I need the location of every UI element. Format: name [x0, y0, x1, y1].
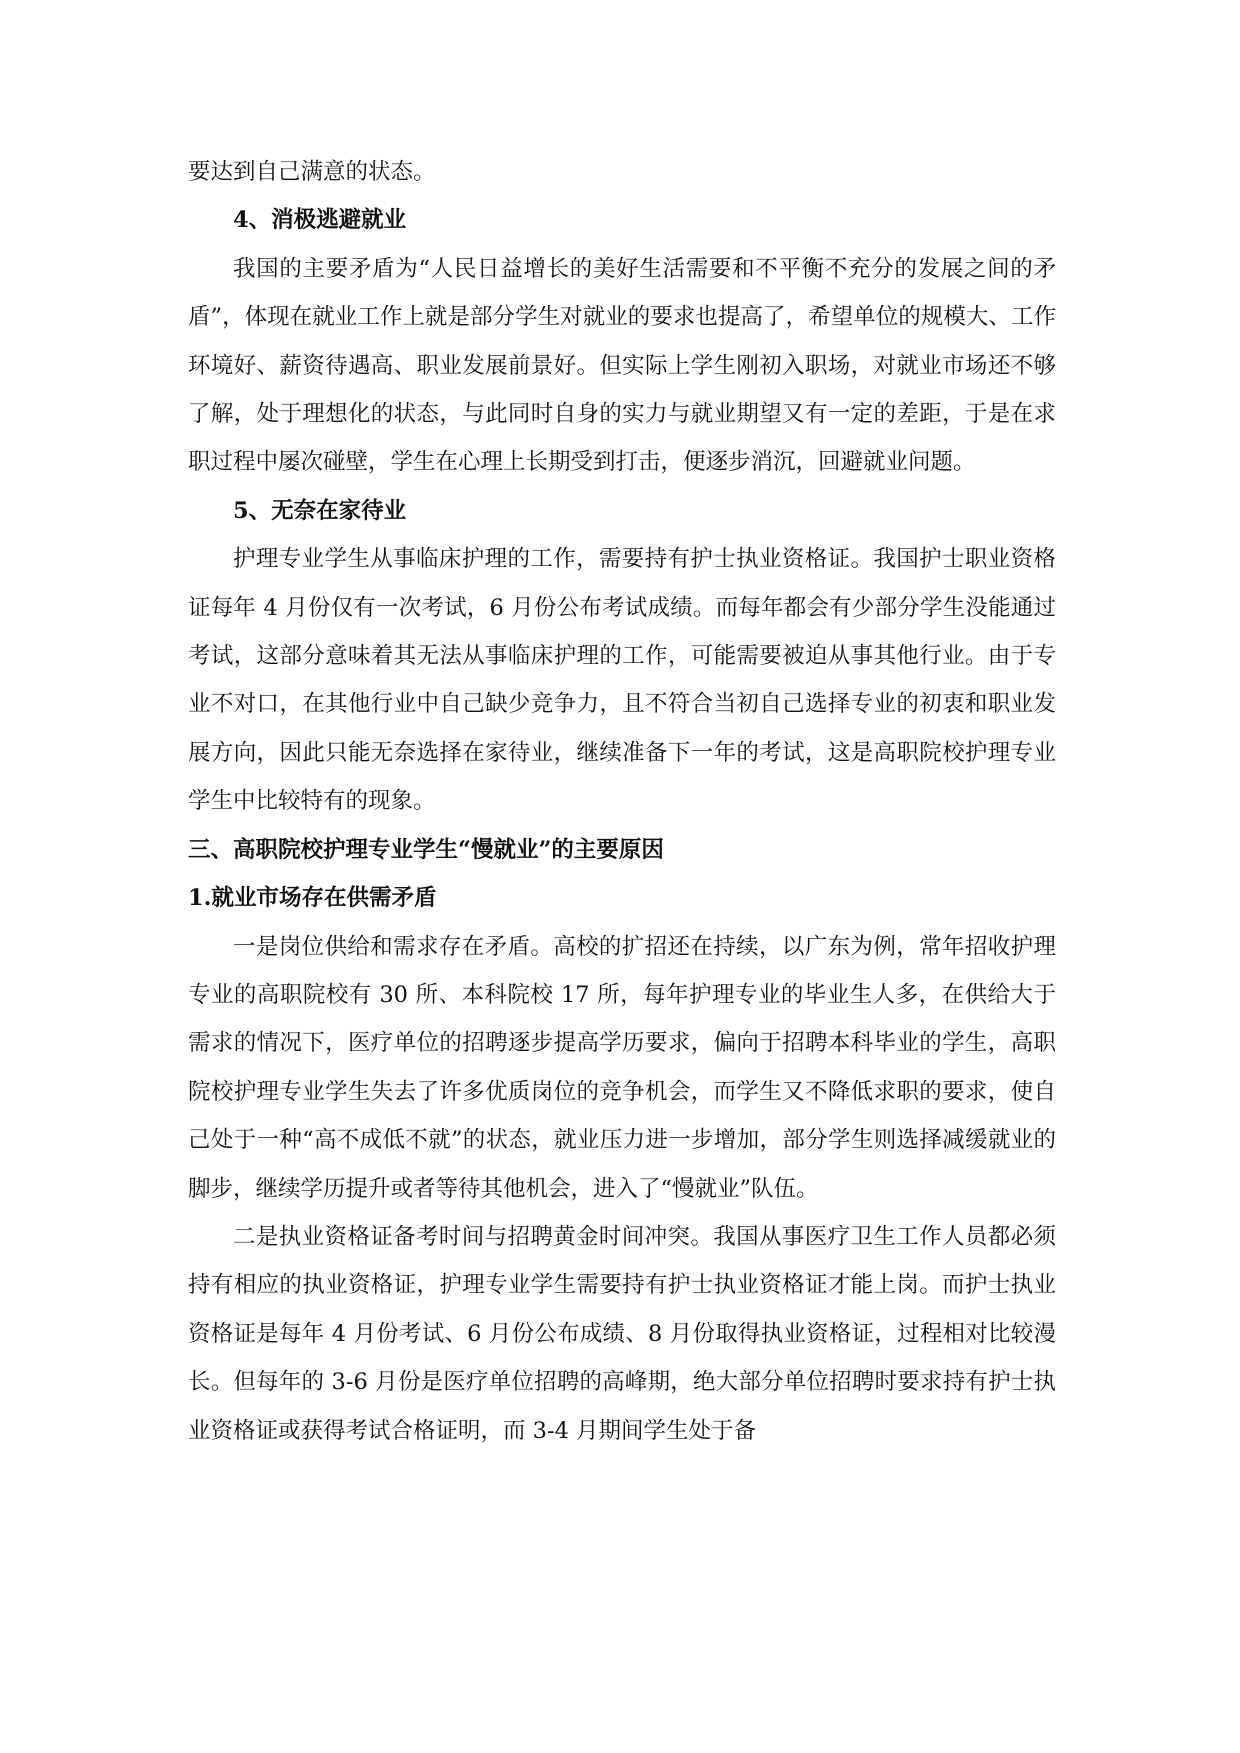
section-heading-4: 4、消极逃避就业: [233, 207, 407, 234]
document-page: [188, 148, 1056, 1455]
subsection-heading-1: 1.就业市场存在供需矛盾: [188, 885, 437, 912]
paragraph-body: 一是岗位供给和需求存在矛盾。高校的扩招还在持续，以广东为例，常年招收护理专业的高职院校有 30 所、本科院校 17 所，每年护理专业的毕业生人多，在供给大于需求的情况下，医疗单位的招聘逐步提高学历要求，偏向于招聘本科毕业的学生，高职院校护理专业学生失去了许多优质岗位的竞争机会，而学生又不降低求职的要求，使自己处于一种“高不成低不就”的状态，就业压力进一步增加，部分学生则选择减缓就业的脚步，继续学历提升或者等待其他机会，进入了“慢就业”队伍。: [188, 933, 1056, 1202]
paragraph-body: 护理专业学生从事临床护理的工作，需要持有护士执业资格证。我国护士职业资格证每年 4 月份仅有一次考试，6 月份公布考试成绩。而每年都会有少部分学生没能通过考试，这部分意味着其无法从事临床护理的工作，可能需要被迫从事其他行业。由于专业不对口，在其他行业中自己缺少竞争力，且不符合当初自己选择专业的初衷和职业发展方向，因此只能无奈选择在家待业，继续准备下一年的考试，这是高职院校护理专业学生中比较特有的现象。: [188, 546, 1056, 815]
paragraph-body: 二是执业资格证备考时间与招聘黄金时间冲突。我国从事医疗卫生工作人员都必须持有相应的执业资格证，护理专业学生需要持有护士执业资格证才能上岗。而护士执业资格证是每年 4 月份考试、6 月份公布成绩、8 月份取得执业资格证，过程相对比较漫长。但每年的 3-6 月份是医疗单位招聘的高峰期，绝大部分单位招聘时要求持有护士执业资格证或获得考试合格证明，而 3-4 月期间学生处于备: [188, 1223, 1056, 1444]
section-heading-5: 5、无奈在家待业: [233, 497, 407, 524]
chapter-heading-3: 三、高职院校护理专业学生“慢就业”的主要原因: [188, 836, 664, 863]
paragraph-body: 我国的主要矛盾为“人民日益增长的美好生活需要和不平衡不充分的发展之间的矛盾”，体现在就业工作上就是部分学生对就业的要求也提高了，希望单位的规模大、工作环境好、薪资待遇高、职业发展前景好。但实际上学生刚初入职场，对就业市场还不够了解，处于理想化的状态，与此同时自身的实力与就业期望又有一定的差距，于是在求职过程中屡次碰壁，学生在心理上长期受到打击，便逐步消沉，回避就业问题。: [188, 255, 1056, 476]
paragraph-continuation: 要达到自己满意的状态。: [188, 159, 436, 185]
